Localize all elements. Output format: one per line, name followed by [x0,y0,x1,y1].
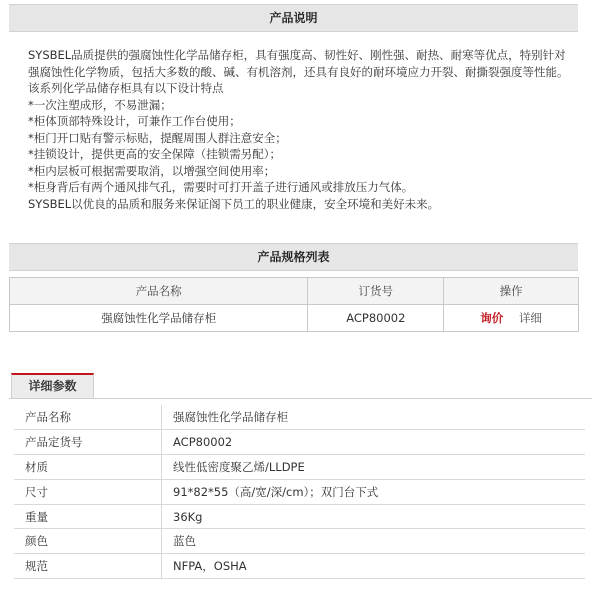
param-row [14,554,585,579]
description-paragraph: *一次注塑成形，不易泄漏； [28,97,172,112]
params-table [14,405,585,579]
param-row [14,529,585,554]
spec-table [9,277,579,332]
inquiry-link[interactable]: 询价 [480,311,504,325]
param-key: 产品名称 [14,405,162,429]
order-no-cell: ACP80002 [308,305,444,332]
param-row [14,504,585,529]
tab-detailed-params[interactable] [11,373,94,398]
tab-divider [9,398,592,399]
param-value: 强腐蚀性化学品储存柜 [162,405,586,429]
description-paragraph: *柜体顶部特殊设计，可兼作工作台使用； [28,114,241,128]
description-paragraph: *柜门开口贴有警示标贴，提醒周围人群注意安全； [28,130,287,145]
param-key: 重量 [14,504,162,529]
description-paragraph: SYSBEL以优良的品质和服务来保证阁下员工的职业健康，安全环境和美好未来。 [28,196,440,211]
action-cell [444,305,579,332]
param-row [14,454,585,479]
param-value: 线性低密度聚乙烯/LLDPE [162,454,586,479]
description-paragraph: 该系列化学品储存柜具有以下设计特点 [28,81,224,95]
param-row [14,405,585,429]
spec-list-title: 产品规格列表 [257,250,330,264]
param-value: NFPA，OSHA [162,554,586,579]
param-key: 颜色 [14,529,162,554]
spec-table-header-row [10,278,579,305]
param-key: 规范 [14,554,162,579]
product-name-cell: 强腐蚀性化学品储存柜 [10,305,308,332]
table-row [10,305,579,332]
product-description-header [9,4,578,32]
column-header-action: 操作 [444,278,579,305]
param-row [14,429,585,454]
param-value: 91*82*55（高/宽/深/cm）；双门台下式 [162,479,586,504]
spec-list-header [9,243,578,271]
param-value: 蓝色 [162,529,586,554]
param-value: 36Kg [162,504,586,529]
param-row [14,479,585,504]
param-key: 尺寸 [14,479,162,504]
column-header-order-no: 订货号 [308,278,444,305]
description-paragraph: *挂锁设计，提供更高的安全保障（挂锁需另配）； [28,147,281,161]
param-key: 产品定货号 [14,429,162,454]
description-paragraph: *柜身背后有两个通风排气孔，需要时可打开盖子进行通风或排放压力气体。 [28,180,414,194]
description-paragraph: *柜内层板可根据需要取消，以增强空间使用率； [28,163,276,178]
param-key: 材质 [14,454,162,479]
detail-link[interactable]: 详细 [518,311,542,325]
column-header-product-name: 产品名称 [10,278,308,305]
product-description-text [28,47,573,212]
product-description-title: 产品说明 [269,11,318,25]
description-paragraph: SYSBEL品质提供的强腐蚀性化学品储存柜，具有强度高、韧性好、刚性强、耐热、耐寒等优点，特别针对强腐蚀性化学物质，包括大多数的酸、碱、有机溶剂，还具有良好的耐环境应力开裂、耐撕裂强度等性能。 [28,48,569,79]
tab-label: 详细参数 [28,379,77,393]
param-value: ACP80002 [162,429,586,454]
